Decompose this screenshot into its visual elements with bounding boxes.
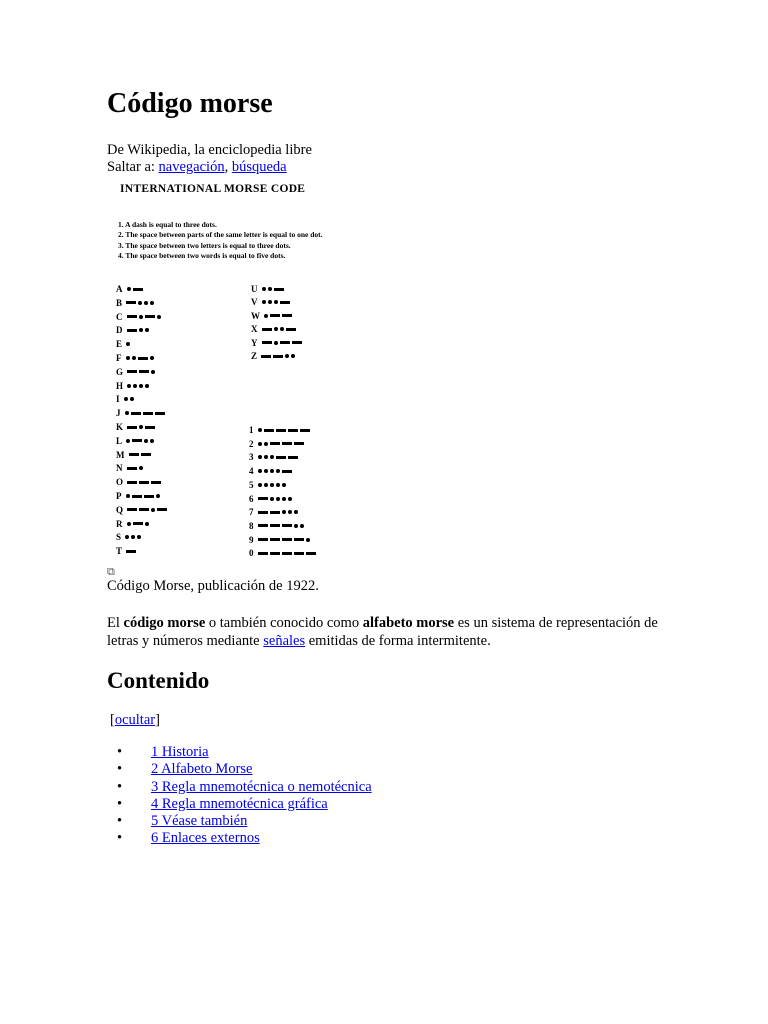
morse-dash	[276, 456, 286, 459]
morse-char: H	[116, 380, 124, 391]
morse-dash	[132, 439, 142, 442]
morse-dot	[144, 439, 148, 443]
morse-dot	[127, 384, 131, 388]
morse-dash	[132, 495, 142, 498]
morse-dot	[264, 455, 268, 459]
morse-dot	[274, 341, 278, 345]
morse-dash	[294, 442, 304, 445]
morse-dash	[282, 524, 292, 527]
morse-code-image[interactable]	[108, 180, 358, 565]
toc-item	[107, 779, 372, 796]
morse-dot	[138, 301, 142, 305]
morse-dash	[262, 341, 272, 344]
toc-item	[107, 813, 372, 830]
morse-dot	[270, 469, 274, 473]
morse-dot	[270, 497, 274, 501]
separator: ,	[224, 159, 232, 175]
morse-dot	[258, 428, 262, 432]
morse-char: L	[116, 435, 123, 446]
morse-dot	[288, 497, 292, 501]
morse-dot	[264, 442, 268, 446]
morse-dash	[127, 329, 137, 332]
morse-row-O	[116, 477, 161, 487]
morse-dash	[270, 511, 280, 514]
morse-row-S	[116, 532, 141, 542]
morse-row-E	[116, 339, 130, 349]
morse-dash	[270, 442, 280, 445]
jump-links	[107, 159, 287, 176]
morse-row-T	[116, 546, 136, 556]
search-link[interactable]: búsqueda	[231, 159, 287, 175]
morse-row-G	[116, 367, 155, 377]
morse-char: B	[116, 297, 123, 308]
morse-char: A	[116, 284, 123, 294]
page-title: Código morse	[107, 88, 273, 119]
morse-dot	[126, 342, 130, 346]
morse-row-Z	[251, 351, 295, 361]
morse-dash	[126, 550, 136, 553]
morse-dash	[282, 538, 292, 541]
toc-toggle: [ocultar]	[110, 712, 160, 728]
toc-title: Contenido	[107, 668, 210, 693]
morse-dot	[127, 522, 131, 526]
morse-char: J	[116, 408, 121, 419]
morse-dot	[124, 397, 128, 401]
morse-char: 7	[249, 507, 254, 518]
morse-dash	[151, 481, 161, 484]
morse-dot	[276, 469, 280, 473]
morse-row-X	[251, 324, 296, 334]
morse-dot	[133, 384, 137, 388]
morse-dash	[139, 508, 149, 511]
morse-row-6	[249, 494, 292, 504]
morse-row-5	[249, 480, 286, 490]
morse-char: V	[251, 297, 258, 308]
morse-dot	[150, 439, 154, 443]
morse-dash	[155, 412, 165, 415]
morse-row-K	[116, 422, 155, 432]
morse-dash	[270, 314, 280, 317]
morse-row-R	[116, 519, 149, 529]
morse-dot	[268, 300, 272, 304]
morse-dot	[125, 411, 129, 415]
morse-char: F	[116, 353, 122, 363]
morse-char: Y	[251, 337, 258, 348]
morse-dash	[288, 429, 298, 432]
morse-dot	[258, 442, 262, 446]
morse-dash	[143, 412, 153, 415]
jump-label: Saltar a:	[107, 159, 159, 175]
morse-dash	[127, 370, 137, 373]
morse-row-B	[116, 298, 154, 308]
morse-row-M	[116, 450, 151, 460]
figure-caption: Código Morse, publicación de 1922.	[107, 578, 319, 594]
morse-dot	[282, 483, 286, 487]
figure-rule: 2. The space between parts of the same letter is equal to one dot.	[118, 230, 323, 239]
morse-dot	[280, 327, 284, 331]
toc-link-vease[interactable]: 5 Véase también	[151, 813, 248, 830]
morse-row-Q	[116, 505, 167, 515]
morse-row-2	[249, 439, 304, 449]
morse-dash	[280, 301, 290, 304]
morse-dash	[280, 341, 290, 344]
morse-dot	[306, 538, 310, 542]
morse-dash	[276, 429, 286, 432]
morse-dot	[270, 455, 274, 459]
morse-dot	[150, 301, 154, 305]
morse-row-W	[251, 311, 292, 321]
morse-dash	[270, 552, 280, 555]
morse-char: N	[116, 463, 123, 474]
morse-dot	[264, 314, 268, 318]
morse-dot	[139, 328, 143, 332]
morse-row-J	[116, 408, 165, 418]
morse-row-C	[116, 312, 161, 322]
morse-char: O	[116, 477, 124, 488]
morse-dot	[132, 356, 136, 360]
morse-row-N	[116, 463, 143, 473]
morse-dash	[273, 355, 283, 358]
morse-dot	[156, 494, 160, 498]
morse-dot	[145, 328, 149, 332]
morse-dot	[258, 483, 262, 487]
morse-dot	[294, 510, 298, 514]
morse-dash	[127, 467, 137, 470]
morse-dot	[157, 315, 161, 319]
navigation-link[interactable]: navegación	[158, 159, 225, 175]
morse-dash	[294, 552, 304, 555]
morse-dash	[270, 538, 280, 541]
morse-dot	[126, 356, 130, 360]
toc-link-enlaces[interactable]: 6 Enlaces externos	[151, 830, 260, 847]
morse-dash	[139, 370, 149, 373]
morse-char: 9	[249, 534, 254, 545]
morse-dot	[151, 370, 155, 374]
morse-dash	[294, 538, 304, 541]
morse-dash	[282, 552, 292, 555]
morse-dash	[282, 470, 292, 473]
morse-row-A	[116, 284, 143, 294]
figure-rule: 4. The space between two words is equal to five dots.	[118, 251, 286, 260]
morse-row-D	[116, 325, 149, 335]
figure-rule: 3. The space between two letters is equal to three dots.	[118, 241, 291, 250]
morse-dash	[145, 315, 155, 318]
morse-row-4	[249, 466, 292, 476]
morse-char: M	[116, 449, 125, 460]
morse-char: X	[251, 324, 258, 335]
morse-char: C	[116, 311, 123, 322]
morse-dash	[262, 328, 272, 331]
toc-item	[107, 744, 372, 761]
morse-char: G	[116, 366, 124, 377]
morse-dot	[294, 524, 298, 528]
morse-row-P	[116, 491, 160, 501]
morse-dash	[258, 511, 268, 514]
morse-dot	[268, 287, 272, 291]
morse-dot	[264, 483, 268, 487]
morse-dash	[258, 524, 268, 527]
morse-dot	[139, 384, 143, 388]
morse-char: 6	[249, 493, 254, 504]
morse-dash	[258, 552, 268, 555]
toc-item	[107, 761, 372, 778]
morse-dot	[125, 535, 129, 539]
hide-toc-link[interactable]: ocultar	[114, 712, 156, 728]
morse-dash	[264, 429, 274, 432]
morse-dash	[270, 524, 280, 527]
morse-char: U	[251, 284, 258, 294]
morse-char: 8	[249, 520, 254, 531]
morse-char: Q	[116, 504, 124, 515]
morse-dot	[282, 497, 286, 501]
morse-char: R	[116, 518, 123, 529]
morse-dash	[157, 508, 167, 511]
intro-paragraph: El código morse o también conocido como alfabeto morse es un sistema de representación de letras y números mediante señales emitidas de forma intermitente.	[107, 615, 658, 649]
morse-dash	[126, 301, 136, 304]
morse-row-3	[249, 452, 298, 462]
morse-char: 1	[249, 425, 254, 435]
morse-dot	[139, 425, 143, 429]
morse-dash	[133, 522, 143, 525]
morse-dot	[150, 356, 154, 360]
morse-dot	[139, 466, 143, 470]
morse-dot	[139, 315, 143, 319]
morse-char: 3	[249, 452, 254, 463]
morse-dot	[262, 300, 266, 304]
morse-dash	[258, 497, 268, 500]
morse-dot	[291, 354, 295, 358]
morse-char: W	[251, 310, 260, 321]
toc-link-historia[interactable]: 1 Historia	[151, 744, 209, 760]
morse-dash	[286, 328, 296, 331]
morse-dot	[258, 469, 262, 473]
morse-dot	[276, 497, 280, 501]
morse-dash	[127, 426, 137, 429]
morse-dash	[129, 453, 139, 456]
morse-dot	[145, 384, 149, 388]
morse-char: P	[116, 491, 122, 501]
morse-char: I	[116, 394, 120, 405]
morse-char: 5	[249, 479, 254, 490]
morse-dot	[144, 301, 148, 305]
morse-row-U	[251, 284, 284, 294]
morse-dot	[137, 535, 141, 539]
morse-dash	[139, 481, 149, 484]
morse-dot	[130, 397, 134, 401]
morse-dot	[145, 522, 149, 526]
morse-char: S	[116, 532, 122, 543]
morse-dot	[264, 469, 268, 473]
morse-dash	[306, 552, 316, 555]
morse-dot	[126, 494, 130, 498]
morse-dot	[276, 483, 280, 487]
morse-dash	[274, 288, 284, 291]
morse-dash	[292, 341, 302, 344]
morse-char: T	[116, 546, 123, 557]
toc-link-alfabeto[interactable]: 2 Alfabeto Morse	[151, 761, 253, 778]
morse-dot	[258, 455, 262, 459]
morse-dot	[131, 535, 135, 539]
morse-dot	[126, 439, 130, 443]
morse-row-L	[116, 436, 154, 446]
morse-row-0	[249, 548, 316, 558]
morse-row-I	[116, 394, 134, 404]
morse-char: 2	[249, 438, 254, 449]
morse-dash	[127, 508, 137, 511]
toc-item	[107, 796, 372, 813]
morse-char: K	[116, 422, 124, 432]
morse-dash	[282, 442, 292, 445]
morse-dash	[138, 357, 148, 360]
morse-dot	[262, 287, 266, 291]
morse-dot	[274, 327, 278, 331]
toc-item	[107, 830, 372, 847]
morse-dash	[127, 315, 137, 318]
morse-dash	[131, 412, 141, 415]
morse-dash	[141, 453, 151, 456]
morse-dash	[261, 355, 271, 358]
morse-char: Z	[251, 351, 258, 361]
morse-dash	[144, 495, 154, 498]
morse-dash	[145, 426, 155, 429]
morse-row-Y	[251, 338, 302, 348]
morse-dot	[151, 508, 155, 512]
morse-row-8	[249, 521, 304, 531]
enlarge-icon[interactable]: ⧉	[107, 566, 115, 578]
morse-dash	[133, 288, 143, 291]
toc-link-grafica[interactable]: 4 Regla mnemotécnica gráfica	[151, 795, 328, 812]
morse-dot	[300, 524, 304, 528]
toc-list	[107, 744, 372, 848]
morse-char: 0	[249, 548, 254, 559]
toc-link-regla[interactable]: 3 Regla mnemotécnica o nemotécnica	[151, 778, 372, 795]
figure-rule: 1. A dash is equal to three dots.	[118, 220, 217, 229]
morse-char: E	[116, 339, 123, 350]
morse-dot	[288, 510, 292, 514]
morse-char: D	[116, 325, 123, 336]
morse-dash	[127, 481, 137, 484]
figure-title: INTERNATIONAL MORSE CODE	[120, 183, 306, 195]
morse-dot	[274, 300, 278, 304]
morse-dot	[282, 510, 286, 514]
morse-dot	[127, 287, 131, 291]
morse-dash	[258, 538, 268, 541]
morse-row-7	[249, 507, 298, 517]
morse-char: 4	[249, 466, 254, 477]
morse-dot	[285, 354, 289, 358]
site-subtitle: De Wikipedia, la enciclopedia libre	[107, 142, 312, 158]
morse-dot	[270, 483, 274, 487]
morse-row-V	[251, 297, 290, 307]
signals-link[interactable]: señales	[263, 633, 306, 649]
morse-row-1	[249, 425, 310, 435]
morse-row-9	[249, 535, 310, 545]
morse-row-H	[116, 381, 149, 391]
morse-dash	[300, 429, 310, 432]
morse-dash	[282, 314, 292, 317]
morse-row-F	[116, 353, 154, 363]
morse-dash	[288, 456, 298, 459]
